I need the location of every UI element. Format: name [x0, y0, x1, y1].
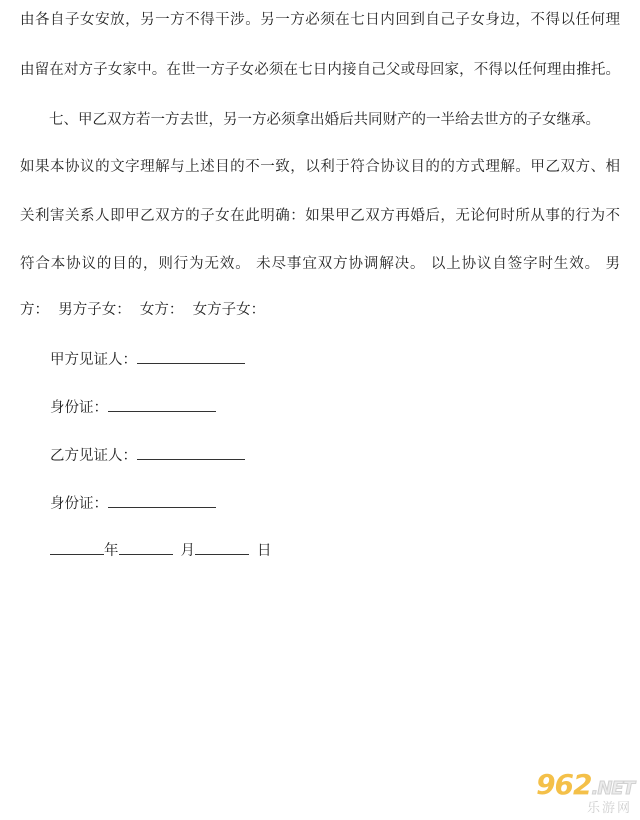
paragraph-line-parties: 方： 男方子女： 女方： 女方子女：: [20, 302, 266, 318]
witness-b-row: [50, 445, 245, 466]
day-label: 日: [257, 543, 272, 559]
month-label: 月: [180, 543, 195, 559]
id-b-blank: [108, 493, 216, 508]
watermark-subtitle: 乐游网: [586, 801, 632, 816]
id-a-label: 身份证：: [50, 400, 108, 416]
paragraph-line: 符合本协议的目的，则行为无效。 未尽事宜双方协调解决。 以上协议自签字时生效。 男: [20, 256, 620, 272]
paragraph-line: 由各自子女安放，另一方不得干涉。另一方必须在七日内回到自己子女身边，不得以任何理: [20, 12, 620, 28]
witness-b-blank: [137, 445, 245, 460]
watermark-logo-number: 962: [536, 768, 592, 801]
id-b-label: 身份证：: [50, 496, 108, 512]
paragraph-line: 如果本协议的文字理解与上述目的不一致，以利于符合协议目的的方式理解。甲乙双方、相: [20, 159, 620, 175]
paragraph-line: 由留在对方子女家中。在世一方子女必须在七日内接自己父或母回家，不得以任何理由推托。: [20, 62, 620, 78]
year-blank: [50, 540, 104, 555]
id-a-row: [50, 397, 216, 418]
year-label: 年: [104, 543, 119, 559]
witness-a-blank: [137, 349, 245, 364]
witness-a-row: [50, 349, 245, 370]
date-row: [50, 540, 272, 561]
witness-a-label: 甲方见证人：: [50, 352, 137, 368]
site-watermark: [504, 768, 634, 816]
month-blank: [119, 540, 173, 555]
id-a-blank: [108, 397, 216, 412]
day-blank: [195, 540, 249, 555]
paragraph-line-clause-7: 七、甲乙双方若一方去世，另一方必须拿出婚后共同财产的一半给去世方的子女继承。: [49, 112, 600, 128]
id-b-row: [50, 493, 216, 514]
watermark-logo-domain: .NET: [591, 778, 634, 799]
paragraph-line: 关利害关系人即甲乙双方的子女在此明确：如果甲乙双方再婚后，无论何时所从事的行为不: [20, 208, 620, 224]
witness-b-label: 乙方见证人：: [50, 448, 137, 464]
